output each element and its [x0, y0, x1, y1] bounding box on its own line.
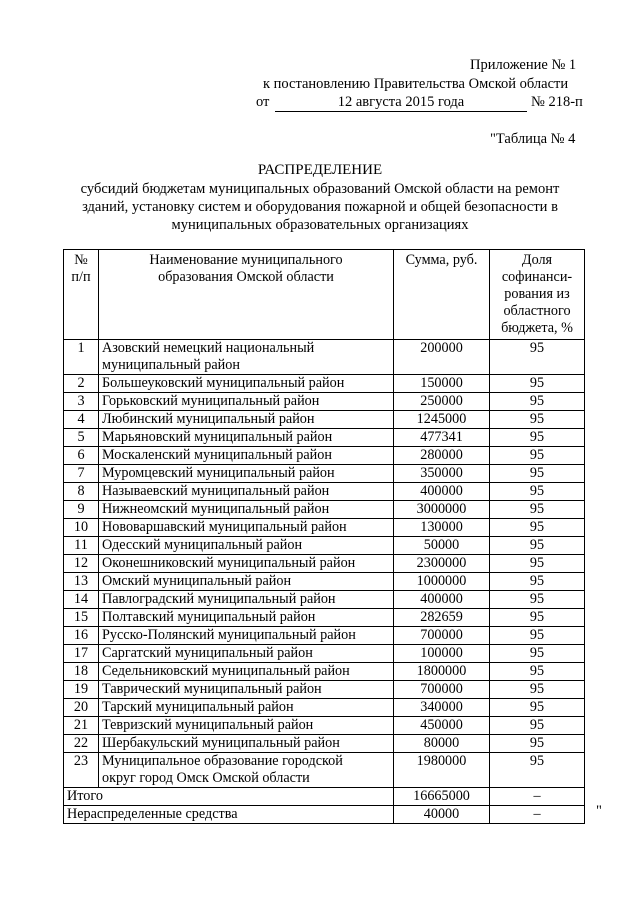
row-sum: 150000 — [394, 375, 490, 393]
row-name — [99, 699, 394, 717]
row-share: 95 — [490, 393, 585, 411]
table-row — [64, 753, 585, 788]
row-name — [99, 393, 394, 411]
row-share: 95 — [490, 591, 585, 609]
unallocated-row — [64, 806, 585, 824]
row-sum: 100000 — [394, 645, 490, 663]
row-name-line: Муромцевский муниципальный район — [102, 465, 335, 481]
table-row — [64, 483, 585, 501]
row-name-line: Полтавский муниципальный район — [102, 609, 316, 625]
row-number: 2 — [64, 375, 99, 393]
row-name — [99, 340, 394, 375]
row-name — [99, 735, 394, 753]
row-sum: 80000 — [394, 735, 490, 753]
row-name — [99, 573, 394, 591]
row-number: 1 — [64, 340, 99, 375]
row-name-line: Павлоградский муниципальный район — [102, 591, 336, 607]
row-name-line: Нововаршавский муниципальный район — [102, 519, 347, 535]
row-sum: 450000 — [394, 717, 490, 735]
row-name — [99, 591, 394, 609]
row-sum: 200000 — [394, 340, 490, 375]
row-name — [99, 681, 394, 699]
table-row — [64, 681, 585, 699]
row-name-line: Седельниковский муниципальный район — [102, 663, 350, 679]
row-sum: 1980000 — [394, 753, 490, 788]
decree-number: № 218-п — [531, 94, 583, 110]
row-name-line: Оконешниковский муниципальный район — [102, 555, 356, 571]
col-header-sum: Сумма, руб. — [394, 250, 490, 340]
row-share: 95 — [490, 501, 585, 519]
row-sum: 400000 — [394, 591, 490, 609]
row-name — [99, 411, 394, 429]
row-name-line: Тарский муниципальный район — [102, 699, 294, 715]
row-name-line: Муниципальное образование городской — [102, 753, 343, 769]
row-sum: 340000 — [394, 699, 490, 717]
row-sum: 1245000 — [394, 411, 490, 429]
title-line-3: муниципальных образовательных организациях — [171, 217, 469, 233]
row-number: 5 — [64, 429, 99, 447]
row-name — [99, 627, 394, 645]
row-share: 95 — [490, 663, 585, 681]
row-name — [99, 555, 394, 573]
row-sum: 700000 — [394, 627, 490, 645]
row-name — [99, 447, 394, 465]
row-name-line: Саргатский муниципальный район — [102, 645, 313, 661]
row-name-line: Москаленский муниципальный район — [102, 447, 332, 463]
row-share: 95 — [490, 519, 585, 537]
row-share: 95 — [490, 699, 585, 717]
row-name-line: Тевризский муниципальный район — [102, 717, 314, 733]
table-row — [64, 501, 585, 519]
table-reference: "Таблица № 4 — [490, 131, 576, 147]
document-title: РАСПРЕДЕЛЕНИЕ — [257, 162, 383, 178]
row-number: 3 — [64, 393, 99, 411]
row-name — [99, 465, 394, 483]
row-name — [99, 375, 394, 393]
row-sum: 250000 — [394, 393, 490, 411]
date-prefix: от — [256, 94, 270, 110]
row-number: 10 — [64, 519, 99, 537]
table-row — [64, 645, 585, 663]
table-row — [64, 375, 585, 393]
table-row — [64, 393, 585, 411]
row-number: 20 — [64, 699, 99, 717]
total-row — [64, 788, 585, 806]
row-share: 95 — [490, 645, 585, 663]
row-sum: 282659 — [394, 609, 490, 627]
row-name — [99, 663, 394, 681]
row-name — [99, 645, 394, 663]
table-row — [64, 609, 585, 627]
row-share: 95 — [490, 717, 585, 735]
row-number: 8 — [64, 483, 99, 501]
row-sum: 50000 — [394, 537, 490, 555]
row-share: 95 — [490, 573, 585, 591]
table-body — [64, 340, 585, 788]
row-sum: 3000000 — [394, 501, 490, 519]
row-name — [99, 609, 394, 627]
row-sum: 2300000 — [394, 555, 490, 573]
row-name-line: Марьяновский муниципальный район — [102, 429, 333, 445]
row-share: 95 — [490, 555, 585, 573]
row-number: 21 — [64, 717, 99, 735]
row-name — [99, 537, 394, 555]
col-header-number: № п/п — [64, 250, 99, 340]
row-name — [99, 483, 394, 501]
table-row — [64, 573, 585, 591]
row-number: 22 — [64, 735, 99, 753]
row-share: 95 — [490, 375, 585, 393]
row-name — [99, 429, 394, 447]
row-sum: 477341 — [394, 429, 490, 447]
decree-date: 12 августа 2015 года — [275, 94, 527, 112]
row-name-line: Таврический муниципальный район — [102, 681, 322, 697]
row-share: 95 — [490, 411, 585, 429]
row-name — [99, 753, 394, 788]
total-label: Итого — [64, 788, 394, 806]
table-row — [64, 537, 585, 555]
title-line-1: субсидий бюджетам муниципальных образований Омской области на ремонт — [80, 181, 560, 197]
table-row — [64, 465, 585, 483]
row-name-line: Большеуковский муниципальный район — [102, 375, 345, 391]
row-share: 95 — [490, 735, 585, 753]
row-number: 12 — [64, 555, 99, 573]
row-sum: 1800000 — [394, 663, 490, 681]
table-header-row — [64, 250, 585, 340]
title-line-2: зданий, установку систем и оборудования пожарной и общей безопасности в — [82, 199, 558, 215]
row-number: 23 — [64, 753, 99, 788]
row-number: 4 — [64, 411, 99, 429]
table-row — [64, 447, 585, 465]
row-share: 95 — [490, 537, 585, 555]
total-sum: 16665000 — [394, 788, 490, 806]
row-name — [99, 717, 394, 735]
row-share: 95 — [490, 753, 585, 788]
table-row — [64, 555, 585, 573]
row-name-line: округ город Омск Омской области — [102, 770, 310, 786]
row-number: 6 — [64, 447, 99, 465]
row-share: 95 — [490, 465, 585, 483]
row-sum: 400000 — [394, 483, 490, 501]
row-name — [99, 519, 394, 537]
row-name-line: Нижнеомский муниципальный район — [102, 501, 330, 517]
row-name-line: Горьковский муниципальный район — [102, 393, 320, 409]
row-share: 95 — [490, 681, 585, 699]
row-number: 17 — [64, 645, 99, 663]
table-row — [64, 591, 585, 609]
unallocated-sum: 40000 — [394, 806, 490, 824]
row-name-line: Русско-Полянский муниципальный район — [102, 627, 356, 643]
table-row — [64, 519, 585, 537]
row-number: 7 — [64, 465, 99, 483]
row-name-line: Шербакульский муниципальный район — [102, 735, 340, 751]
table-row — [64, 663, 585, 681]
row-share: 95 — [490, 447, 585, 465]
row-name-line: Омский муниципальный район — [102, 573, 292, 589]
row-name-line: Азовский немецкий национальный — [102, 340, 315, 356]
unallocated-share: – — [490, 806, 585, 824]
row-name-line: Называевский муниципальный район — [102, 483, 330, 499]
appendix-label: Приложение № 1 — [470, 57, 577, 73]
row-share: 95 — [490, 609, 585, 627]
row-share: 95 — [490, 340, 585, 375]
row-share: 95 — [490, 627, 585, 645]
col-header-share: Доля софинанси- рования из областного бюджета, % — [490, 250, 585, 340]
table-row — [64, 340, 585, 375]
row-name-line: муниципальный район — [102, 357, 240, 373]
row-sum: 350000 — [394, 465, 490, 483]
row-sum: 130000 — [394, 519, 490, 537]
row-number: 16 — [64, 627, 99, 645]
table-row — [64, 627, 585, 645]
row-number: 15 — [64, 609, 99, 627]
table-row — [64, 699, 585, 717]
unallocated-label: Нераспределенные средства — [64, 806, 394, 824]
row-number: 9 — [64, 501, 99, 519]
table-row — [64, 735, 585, 753]
table-row — [64, 717, 585, 735]
row-number: 14 — [64, 591, 99, 609]
col-header-name: Наименование муниципального образования Омской области — [99, 250, 394, 340]
decree-reference: к постановлению Правительства Омской области — [263, 76, 569, 92]
row-name-line: Одесский муниципальный район — [102, 537, 303, 553]
table-row — [64, 411, 585, 429]
row-number: 13 — [64, 573, 99, 591]
row-number: 11 — [64, 537, 99, 555]
row-name — [99, 501, 394, 519]
row-sum: 280000 — [394, 447, 490, 465]
distribution-table — [63, 249, 585, 824]
row-number: 18 — [64, 663, 99, 681]
closing-quote: " — [596, 803, 602, 819]
row-number: 19 — [64, 681, 99, 699]
total-share: – — [490, 788, 585, 806]
row-name-line: Любинский муниципальный район — [102, 411, 315, 427]
row-sum: 700000 — [394, 681, 490, 699]
row-share: 95 — [490, 483, 585, 501]
row-share: 95 — [490, 429, 585, 447]
row-sum: 1000000 — [394, 573, 490, 591]
table-row — [64, 429, 585, 447]
